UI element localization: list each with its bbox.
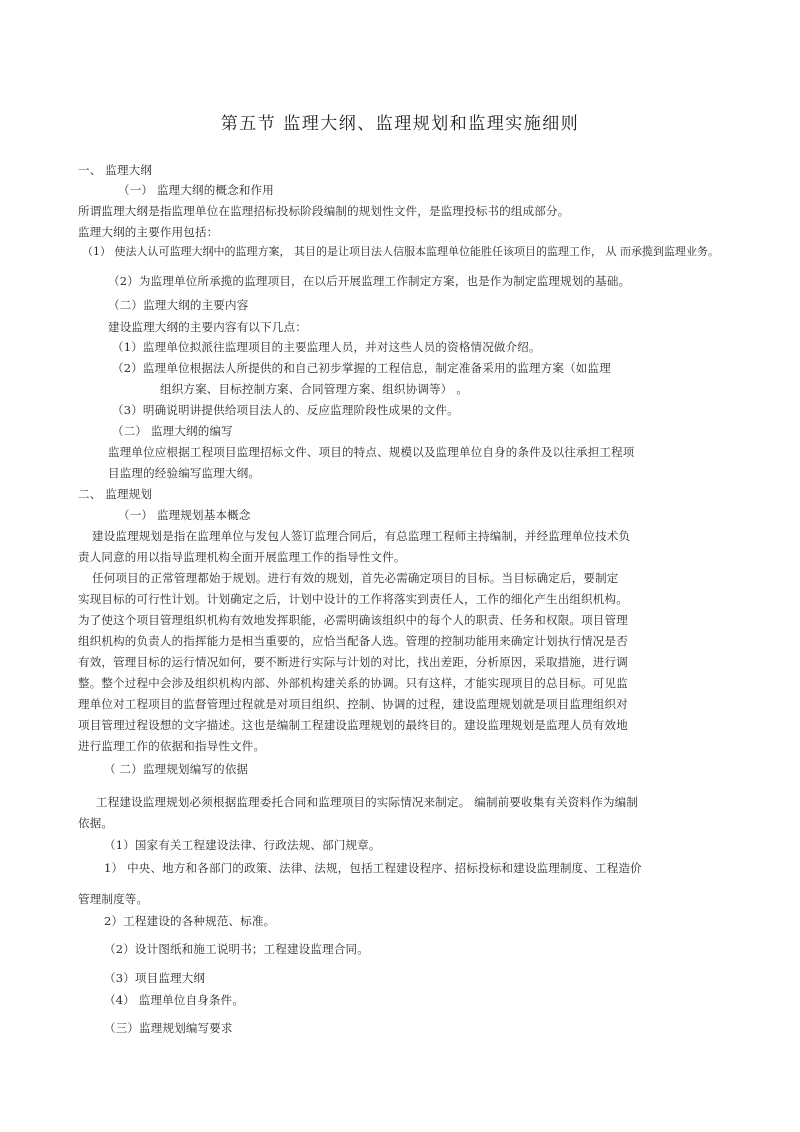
paragraph-line: 所谓监理大纲是指监理单位在监理招标投标阶段编制的规划性文件，是监理投标书的组成部分。 <box>78 204 570 218</box>
list-item: （2）设计图纸和施工说明书；工程建设监理合同。 <box>104 942 369 956</box>
paragraph-line: 实现目标的可行性计划。计划确定之后，计划中设计的工作将落实到责任人，工作的细化产生出组织机构。 <box>78 592 628 606</box>
subsection-heading: （一） 监理大纲的概念和作用 <box>118 183 274 197</box>
list-item-continuation: 组织方案、目标控制方案、合同管理方案、组织协调等） 。 <box>160 382 469 396</box>
paragraph-line: 监理大纲的主要作用包括： <box>78 225 219 239</box>
list-item: （2）为监理单位所承揽的监理项目，在以后开展监理工作制定方案，也是作为制定监理规划的基础。 <box>108 274 631 288</box>
paragraph-line: 有效，管理目标的运行情况如何，要不断进行实际与计划的对比，找出差距，分析原因，采取措施，进行调 <box>78 655 628 669</box>
section-heading-outline: 二、 监理规划 <box>78 487 153 501</box>
paragraph-line: 监理单位应根据工程项目监理招标文件、项目的特点、规模以及监理单位自身的条件及以往承担工程项 <box>108 445 635 459</box>
list-item: （3）项目监理大纲 <box>104 971 206 985</box>
subsection-heading: （三）监理规划编写要求 <box>104 1021 233 1035</box>
subsection-heading: （ 二）监理规划编写的依据 <box>104 762 249 776</box>
paragraph-line: 进行监理工作的依据和指导性文件。 <box>78 739 266 753</box>
paragraph-line: 项目管理过程设想的文字描述。这也是编制工程建设监理规划的最终目的。建设监理规划是监理人员有效地 <box>78 718 628 732</box>
section-heading-outline: 一、 监理大纲 <box>78 163 153 177</box>
list-item: （2）监理单位根据法人所提供的和自己初步掌握的工程信息，制定准备采用的监理方案（如监理 <box>112 361 611 375</box>
list-item: （4） 监理单位自身条件。 <box>104 993 245 1007</box>
list-item: （3）明确说明讲提供给项目法人的、反应监理阶段性成果的文件。 <box>112 403 459 417</box>
list-item-continuation: 管理制度等。 <box>78 892 149 906</box>
paragraph-line: 工程建设监理规划必须根据监理委托合同和监理项目的实际情况来制定。 编制前要收集有关资料作为编制 <box>96 795 639 809</box>
subsection-heading: （二） 监理大纲的编写 <box>112 424 233 438</box>
subsection-heading: （二）监理大纲的主要内容 <box>108 298 249 312</box>
paragraph-line: 建设监理大纲的主要内容有以下几点： <box>108 320 307 334</box>
paragraph-line: 依据。 <box>78 816 114 830</box>
paragraph-line: 任何项目的正常管理都始于规划。进行有效的规划，首先必需确定项目的目标。当目标确定后，要制定 <box>92 571 619 585</box>
paragraph-line: 整。整个过程中会涉及组织机构内部、外部机构建关系的协调。只有这样，才能实现项目的总目标。可见监 <box>78 676 628 690</box>
paragraph-line: 为了使这个项目管理组织机构有效地发挥职能，必需明确该组织中的每个人的职责、任务和权限。项目管理 <box>78 613 628 627</box>
subsection-heading: （一） 监理规划基本概念 <box>118 508 251 522</box>
paragraph-line: 建设监理规划是指在监理单位与发包人签订监理合同后，有总监理工程师主持编制，并经监理单位技术负 <box>92 529 631 543</box>
paragraph-line: 组织机构的负责人的指挥能力是相当重要的，应恰当配备人选。管理的控制功能用来确定计划执行情况是否 <box>78 634 628 648</box>
document-title: 第五节 监理大纲、监理规划和监理实施细则 <box>220 114 580 134</box>
list-item: 1） 中央、地方和各部门的政策、法律、法规，包括工程建设程序、招标投标和建设监理制度、工程造价 <box>104 861 642 875</box>
paragraph-line: 理单位对工程项目的监督管理过程就是对项目组织、控制、协调的过程，建设监理规划就是项目监理组织对 <box>78 697 628 711</box>
paragraph-line: 目监理的经验编写监理大纲。 <box>108 466 261 480</box>
list-item: 2）工程建设的各种规范、标准。 <box>104 914 276 928</box>
paragraph-line: 责人同意的用以指导监理机构全面开展监理工作的指导性文件。 <box>78 550 406 564</box>
list-item: （1） 使法人认可监理大纲中的监理方案， 其目的是让项目法人信服本监理单位能胜任该项目的监理工作， 从 而承揽到监理业务。 <box>82 245 719 258</box>
list-item: （1）监理单位拟派往监理项目的主要监理人员，并对这些人员的资格情况做介绍。 <box>112 340 541 354</box>
list-item: （1）国家有关工程建设法律、行政法规、部门规章。 <box>104 838 381 852</box>
